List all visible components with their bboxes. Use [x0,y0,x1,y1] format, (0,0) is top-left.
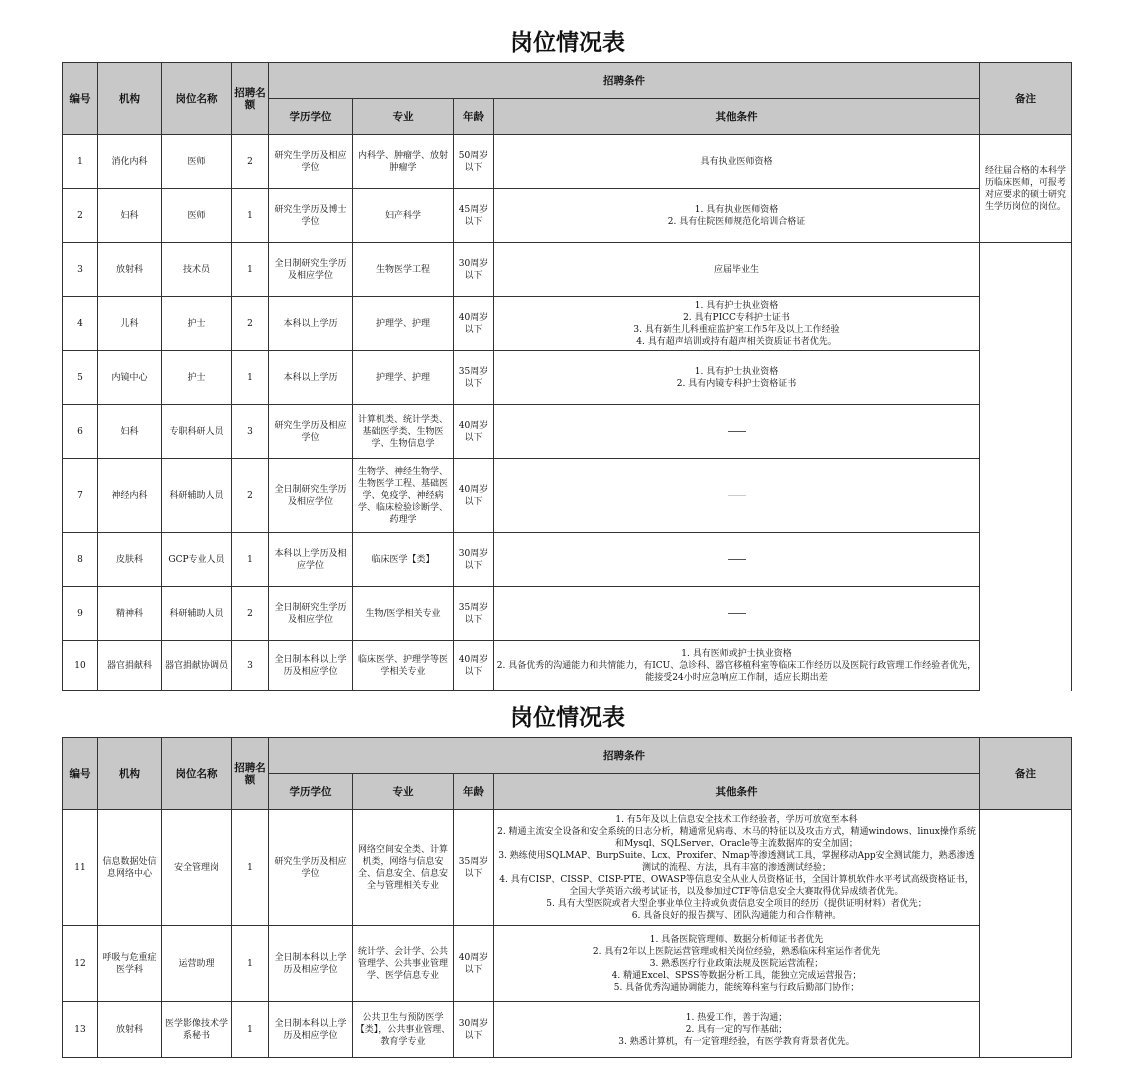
condition-line: 1. 具有护士执业资格 [694,300,779,311]
cell-quota: 1 [232,1002,269,1058]
cell-quota: 3 [232,641,269,691]
cell-quota: 2 [232,459,269,533]
empty-dash [728,431,746,432]
cell-quota: 1 [232,926,269,1002]
header-dept: 机构 [98,738,162,810]
cell-remark: 经往届合格的本科学历临床医师，可报考对应要求的硕士研究生学历岗位的岗位。 [980,135,1072,243]
condition-line: 2. 具有住院医师规范化培训合格证 [667,216,806,227]
condition-line: 6. 具备良好的报告撰写、团队沟通能力和合作精神。 [631,910,842,921]
cell-age: 35周岁以下 [454,587,494,641]
cell-major: 护理学、护理 [353,351,454,405]
cell-dept: 皮肤科 [98,533,162,587]
cell-major: 护理学、护理 [353,297,454,351]
cell-post: 科研辅助人员 [162,459,232,533]
condition-line: 4. 具有超声培训或持有超声相关资质证书者优先。 [636,336,837,347]
cell-post: 器官捐献协调员 [162,641,232,691]
condition-line: 1. 具有护士执业资格 [694,366,779,377]
empty-dash [728,495,746,496]
cell-post: GCP专业人员 [162,533,232,587]
cell-no: 1 [63,135,98,189]
header-other: 其他条件 [494,99,980,135]
cell-other-conditions [494,587,980,641]
cell-other-conditions [494,810,980,926]
table-row [63,926,1072,1002]
cell-other-conditions [494,459,980,533]
cell-no: 12 [63,926,98,1002]
header-education: 学历学位 [269,774,353,810]
cell-dept: 信息数据处信息网络中心 [98,810,162,926]
cell-major: 网络空间安全类、计算机类，网络与信息安全、信息安全、信息安全与管理相关专业 [353,810,454,926]
cell-dept: 呼吸与危重症医学科 [98,926,162,1002]
cell-major: 公共卫生与预防医学【类】，公共事业管理、教育学专业 [353,1002,454,1058]
cell-quota: 3 [232,405,269,459]
cell-other-conditions [494,926,980,1002]
condition-line: 4. 具有CISP、CISSP、CISP-PTE、OWASP等信息安全从业人员资格证书，全国计算机软件水平考试高级资格证书，全国大学英语六级考试证书，以及参加过CTF等信息安全大赛取得优异成绩者优先。 [499,874,974,897]
cell-no: 9 [63,587,98,641]
cell-major: 临床医学【类】 [353,533,454,587]
cell-dept: 内镜中心 [98,351,162,405]
cell-post: 安全管理岗 [162,810,232,926]
table-row [63,351,1072,405]
cell-remark-empty [980,243,1072,691]
cell-education: 全日制本科以上学历及相应学位 [269,1002,353,1058]
table-row [63,533,1072,587]
condition-line: 3. 熟悉计算机，有一定管理经验，有医学教育背景者优先。 [618,1036,855,1047]
cell-post: 医师 [162,189,232,243]
table-row [63,810,1072,926]
condition-line: 1. 热爱工作，善于沟通； [685,1012,788,1023]
cell-quota: 1 [232,810,269,926]
condition-line: 2. 具有一定的写作基础； [685,1024,788,1035]
cell-post: 科研辅助人员 [162,587,232,641]
cell-other-conditions [494,135,980,189]
cell-major: 妇产科学 [353,189,454,243]
header-conditions: 招聘条件 [269,63,980,99]
cell-dept: 神经内科 [98,459,162,533]
cell-age: 40周岁以下 [454,926,494,1002]
cell-education: 本科以上学历 [269,351,353,405]
condition-line: 1. 有5年及以上信息安全技术工作经验者，学历可放宽至本科 [615,814,858,825]
cell-post: 专职科研人员 [162,405,232,459]
cell-education: 研究生学历及相应学位 [269,135,353,189]
condition-line: 3. 具有新生儿科重症监护室工作5年及以上工作经验 [633,324,840,335]
cell-education: 全日制本科以上学历及相应学位 [269,641,353,691]
cell-other-conditions [494,351,980,405]
condition-line: 1. 具有执业医师资格 [694,204,779,215]
condition-line: 1. 具备医院管理师、数据分析师证书者优先 [649,934,824,945]
table-row [63,405,1072,459]
header-post: 岗位名称 [162,738,232,810]
table-row [63,1002,1072,1058]
header-remark: 备注 [980,738,1072,810]
empty-dash [728,559,746,560]
table-row [63,189,1072,243]
cell-quota: 2 [232,297,269,351]
cell-no: 10 [63,641,98,691]
cell-major: 生物医学工程 [353,243,454,297]
condition-line: 2. 具有2年以上医院运营管理或相关岗位经验，熟悉临床科室运作者优先 [592,946,881,957]
cell-remark [980,810,1072,1058]
cell-education: 本科以上学历及相应学位 [269,533,353,587]
cell-post: 医师 [162,135,232,189]
empty-dash [728,613,746,614]
cell-education: 研究生学历及相应学位 [269,405,353,459]
cell-major: 生物学、神经生物学、生物医学工程、基础医学、免疫学、神经病学、临床检验诊断学、药理学 [353,459,454,533]
condition-line: 3. 熟悉医疗行业政策法规及医院运营流程； [649,958,824,969]
cell-age: 40周岁以下 [454,641,494,691]
condition-line: 2. 精通主流安全设备和安全系统的日志分析，精通常见病毒、木马的特征以及攻击方式，精通windows、linux操作系统和Mysql、SQLServer、Oracle等主流数据库的安全加固； [497,826,976,849]
cell-major: 生物/医学相关专业 [353,587,454,641]
cell-age: 35周岁以下 [454,351,494,405]
cell-no: 11 [63,810,98,926]
cell-no: 3 [63,243,98,297]
cell-education: 全日制研究生学历及相应学位 [269,459,353,533]
cell-quota: 1 [232,189,269,243]
cell-no: 2 [63,189,98,243]
cell-major: 统计学、会计学、公共管理学、公共事业管理学、医学信息专业 [353,926,454,1002]
header-major: 专业 [353,774,454,810]
table-row [63,587,1072,641]
cell-post: 技术员 [162,243,232,297]
cell-age: 35周岁以下 [454,810,494,926]
cell-other-conditions [494,405,980,459]
cell-age: 50周岁以下 [454,135,494,189]
cell-dept: 儿科 [98,297,162,351]
header-no: 编号 [63,63,98,135]
condition-line: 5. 具备优秀沟通协调能力，能统筹科室与行政后勤部门协作； [613,982,860,993]
cell-age: 30周岁以下 [454,1002,494,1058]
cell-major: 内科学、肿瘤学、放射肿瘤学 [353,135,454,189]
header-remark: 备注 [980,63,1072,135]
header-quota: 招聘名额 [232,738,269,810]
cell-dept: 妇科 [98,405,162,459]
condition-line: 1. 具有医师或护士执业资格 [681,648,792,659]
cell-no: 5 [63,351,98,405]
cell-dept: 妇科 [98,189,162,243]
table2-title: 岗位情况表 [510,705,625,731]
table-row [63,297,1072,351]
header-conditions: 招聘条件 [269,738,980,774]
cell-quota: 2 [232,587,269,641]
condition-line: 2. 具备优秀的沟通能力和共情能力，有ICU、急诊科、器官移植科室等临床工作经历以及医院行政管理工作经验者优先，能接受24小时应急响应工作制，适应长期出差 [496,660,977,683]
cell-age: 30周岁以下 [454,243,494,297]
header-major: 专业 [353,99,454,135]
cell-education: 全日制研究生学历及相应学位 [269,243,353,297]
header-age: 年龄 [454,99,494,135]
cell-no: 4 [63,297,98,351]
header-quota: 招聘名额 [232,63,269,135]
condition-line: 2. 具有内镜专科护士资格证书 [676,378,797,389]
cell-dept: 精神科 [98,587,162,641]
cell-age: 40周岁以下 [454,297,494,351]
header-dept: 机构 [98,63,162,135]
header-post: 岗位名称 [162,63,232,135]
table-row [63,135,1072,189]
cell-quota: 1 [232,351,269,405]
cell-major: 临床医学、护理学等医学相关专业 [353,641,454,691]
cell-age: 30周岁以下 [454,533,494,587]
cell-major: 计算机类、统计学类、基础医学类、生物医学、生物信息学 [353,405,454,459]
cell-quota: 1 [232,243,269,297]
cell-age: 40周岁以下 [454,405,494,459]
cell-other-conditions [494,533,980,587]
cell-education: 全日制本科以上学历及相应学位 [269,926,353,1002]
table-row [63,459,1072,533]
cell-quota: 1 [232,533,269,587]
cell-education: 研究生学历及博士学位 [269,189,353,243]
cell-other-conditions [494,297,980,351]
cell-age: 45周岁以下 [454,189,494,243]
cell-dept: 放射科 [98,243,162,297]
header-education: 学历学位 [269,99,353,135]
header-no: 编号 [63,738,98,810]
cell-age: 40周岁以下 [454,459,494,533]
table-row [63,243,1072,297]
cell-other-conditions [494,1002,980,1058]
positions-table-1 [62,62,1072,691]
cell-education: 研究生学历及相应学位 [269,810,353,926]
cell-other-conditions [494,189,980,243]
condition-line: 3. 熟练使用SQLMAP、BurpSuite、Lcx、Proxifer、Nmap等渗透测试工具，掌握移动App安全测试能力，熟悉渗透测试的流程、方法，具有丰富的渗透测试经验； [498,850,975,873]
cell-education: 全日制研究生学历及相应学位 [269,587,353,641]
cell-other-conditions [494,641,980,691]
condition-line: 2. 具有PICC专科护士证书 [683,312,790,323]
cell-quota: 2 [232,135,269,189]
cell-post: 医学影像技术学系秘书 [162,1002,232,1058]
cell-dept: 消化内科 [98,135,162,189]
cell-dept: 器官捐献科 [98,641,162,691]
cell-no: 7 [63,459,98,533]
header-age: 年龄 [454,774,494,810]
condition-line: 具有执业医师资格 [700,156,773,167]
condition-line: 5. 具有大型医院或者大型企事业单位主持或负责信息安全项目的经历（提供证明材料）者优先； [546,898,927,909]
table1-title: 岗位情况表 [510,30,625,56]
cell-education: 本科以上学历 [269,297,353,351]
condition-line: 应届毕业生 [713,264,759,275]
cell-other-conditions [494,243,980,297]
cell-no: 13 [63,1002,98,1058]
cell-post: 护士 [162,297,232,351]
condition-line: 4. 精通Excel、SPSS等数据分析工具，能独立完成运营报告； [611,970,862,981]
header-other: 其他条件 [494,774,980,810]
table-row [63,641,1072,691]
cell-dept: 放射科 [98,1002,162,1058]
cell-no: 8 [63,533,98,587]
cell-post: 护士 [162,351,232,405]
positions-table-2 [62,737,1072,1058]
cell-no: 6 [63,405,98,459]
cell-post: 运营助理 [162,926,232,1002]
